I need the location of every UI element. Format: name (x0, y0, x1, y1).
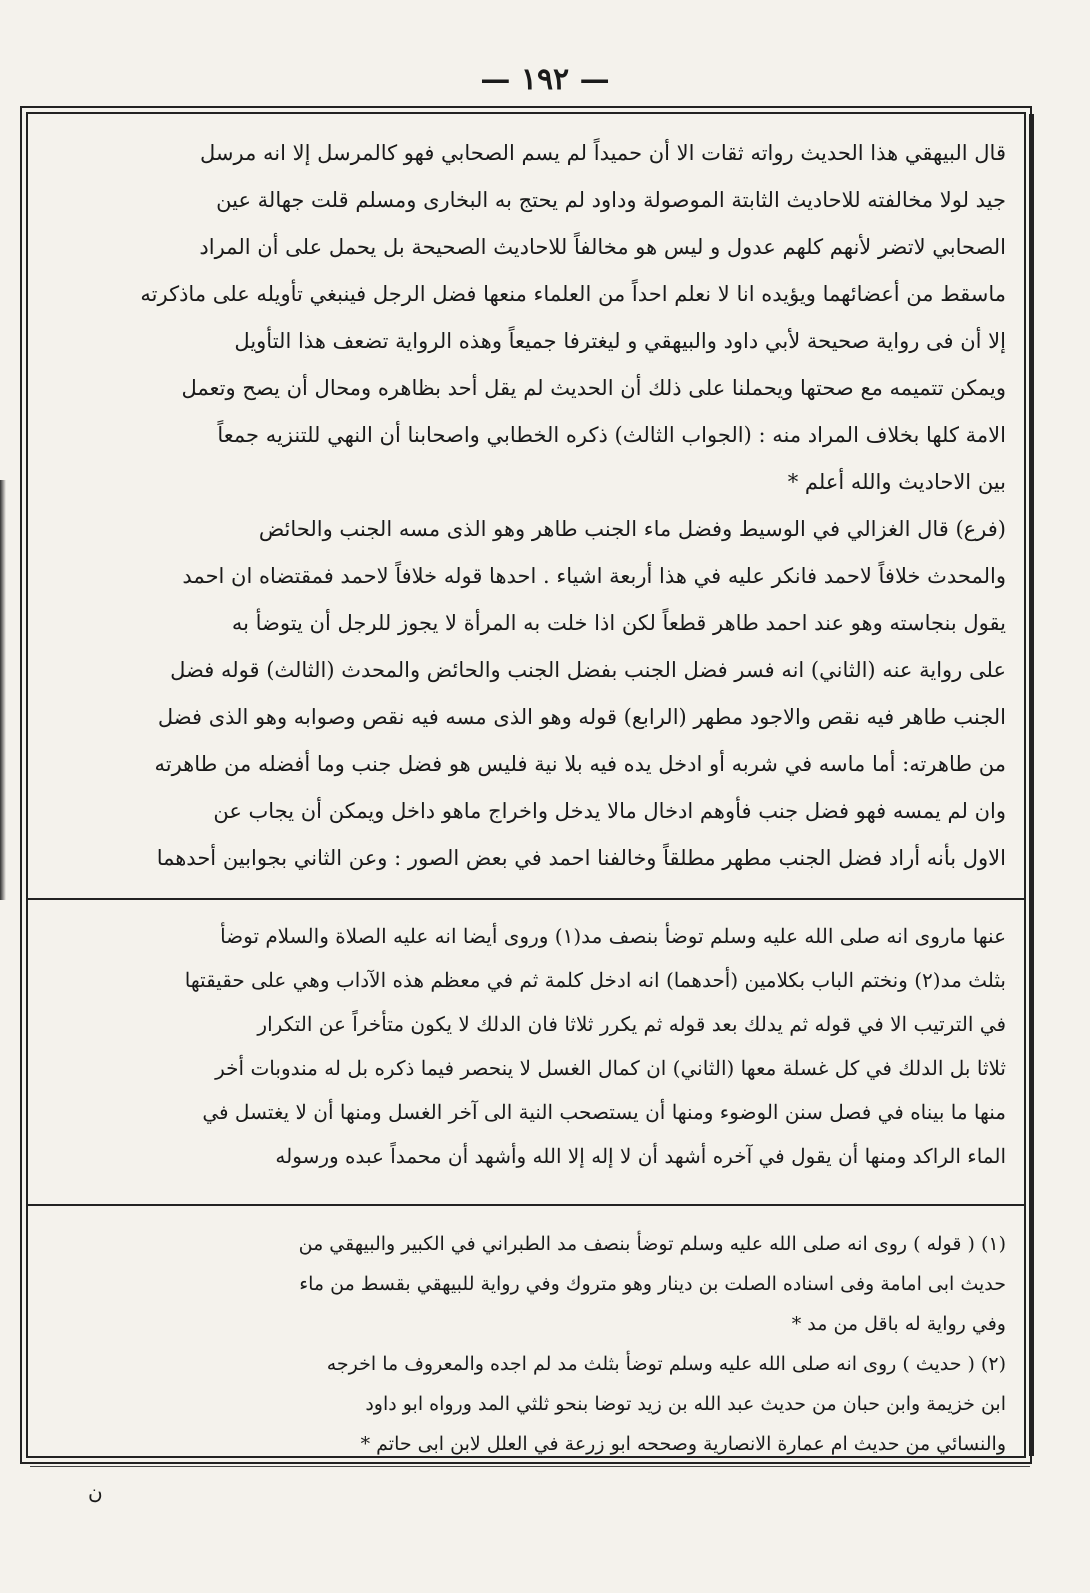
main-text-line: قال البيهقي هذا الحديث رواته ثقات الا أن حميداً لم يسم الصحابي فهو كالمرسل إلا انه مرسل (199, 141, 1006, 165)
commentary-line: عنها ماروى انه صلى الله عليه وسلم توضأ بنصف مد(١) وروى أيضا انه عليه الصلاة والسلام توضأ (220, 924, 1006, 948)
page-number: — ١٩٢ — (480, 62, 610, 97)
commentary-line: الماء الراكد ومنها أن يقول في آخره أشهد أن لا إله إلا الله وأشهد أن محمداً عبده ورسوله (275, 1144, 1006, 1168)
frame-right-bar (1029, 114, 1034, 1456)
footnote-line: والنسائي من حديث ام عمارة الانصارية وصححه ابو زرعة في العلل لابن ابى حاتم * (360, 1433, 1006, 1455)
commentary-line: منها ما بيناه في فصل سنن الوضوء ومنها أن يستصحب النية الى آخر الغسل ومنها أن لا يغتسل في (202, 1100, 1006, 1124)
text-frame (26, 112, 1026, 1458)
main-text-line: من طاهرته: أما ماسه في شربه أو ادخل يده فيه بلا نية فليس هو فضل جنب وما أفضله من طاهرته (154, 752, 1006, 776)
bottom-rule (30, 1466, 1030, 1467)
main-text-line: والمحدث خلافاً لاحمد فانكر عليه في هذا أربعة اشياء . احدها قوله خلافاً لاحمد فمقتضاه ان احمد (182, 564, 1006, 588)
commentary-line: ثلاثا بل الدلك في كل غسلة معها (الثاني) ان كمال الغسل لا ينحصر فيما ذكره بل له مندوبات أخر (215, 1056, 1006, 1080)
main-text-block (46, 130, 1006, 890)
commentary-line: في الترتيب الا في قوله ثم يدلك بعد قوله ثم يكرر ثلاثا فان الدلك لا يكون متأخراً عن التكرار (257, 1012, 1006, 1036)
main-text-line: بين الاحاديث والله أعلم * (787, 470, 1006, 494)
footnote-line: (٢) ( حديث ) روى انه صلى الله عليه وسلم توضأ بثلث مد لم اجده والمعروف ما اخرجه (326, 1353, 1006, 1375)
footnotes-block (46, 1224, 1006, 1455)
main-text-line: جيد لولا مخالفته للاحاديث الثابتة الموصولة وداود لم يحتج به البخارى ومسلم قلت جهالة عين (216, 188, 1006, 212)
scan-edge-shadow (0, 480, 6, 900)
section-divider (28, 898, 1024, 900)
main-text-line: على رواية عنه (الثاني) انه فسر فضل الجنب بفضل الجنب والحائض والمحدث (الثالث) قوله فضل (170, 658, 1006, 682)
footnote-line: (١) ( قوله ) روى انه صلى الله عليه وسلم توضأ بنصف مد الطبراني في الكبير والبيهقي من (298, 1233, 1006, 1255)
main-text-line: ويمكن تتميمه مع صحتها ويحملنا على ذلك أن الحديث لم يقل أحد بظاهره ومحال أن يصح وتعمل (181, 376, 1006, 400)
commentary-line: بثلث مد(٢) ونختم الباب بكلامين (أحدهما) انه ادخل كلمة ثم في معظم هذه الآداب وهي على حقيقتها (184, 968, 1006, 992)
footnote-line: حديث ابى امامة وفى اسناده الصلت بن دينار وهو متروك وفي رواية للبيهقي بقسط من ماء (299, 1273, 1006, 1295)
main-text-line: الصحابي لاتضر لأنهم كلهم عدول و ليس هو مخالفاً للاحاديث الصحيحة بل يحمل على أن المراد (199, 235, 1006, 259)
main-text-line: الجنب طاهر فيه نقص والاجود مطهر (الرابع) قوله وهو الذى مسه فيه نقص وصوابه وهو الذى فضل (157, 705, 1006, 729)
signature-mark: ن (88, 1480, 103, 1504)
main-text-line: يقول بنجاسته وهو عند احمد طاهر قطعاً لكن اذا خلت به المرأة لا يجوز للرجل أن يتوضأ به (231, 611, 1006, 635)
footnote-line: ابن خزيمة وابن حبان من حديث عبد الله بن زيد توضا بنحو ثلثي المد ورواه ابو داود (365, 1393, 1006, 1415)
main-text-line: وان لم يمسه فهو فضل جنب فأوهم ادخال مالا يدخل واخراج ماهو داخل ويمكن أن يجاب عن (213, 799, 1006, 823)
commentary-block (46, 914, 1006, 1182)
main-text-line: ماسقط من أعضائهما ويؤيده انا لا نعلم احداً من العلماء منعها فضل الرجل فينبغي تأويله على ماذكرته (140, 282, 1006, 306)
footnote-divider (28, 1204, 1024, 1206)
main-text-line: الامة كلها بخلاف المراد منه : (الجواب الثالث) ذكره الخطابي واصحابنا أن النهي للتنزيه جمعاً (217, 423, 1006, 447)
footnote-line: وفي رواية له باقل من مد * (791, 1313, 1006, 1335)
main-text-line: إلا أن فى رواية صحيحة لأبي داود والبيهقي و ليغترفا جميعاً وهذه الرواية تضعف هذا التأويل (234, 329, 1006, 353)
main-text-line: الاول بأنه أراد فضل الجنب مطهر مطلقاً وخالفنا احمد في بعض الصور : وعن الثاني بجوابين أحدهما (156, 846, 1006, 870)
main-text-line: (فرع) قال الغزالي في الوسيط وفضل ماء الجنب طاهر وهو الذى مسه الجنب والحائض (258, 517, 1006, 541)
